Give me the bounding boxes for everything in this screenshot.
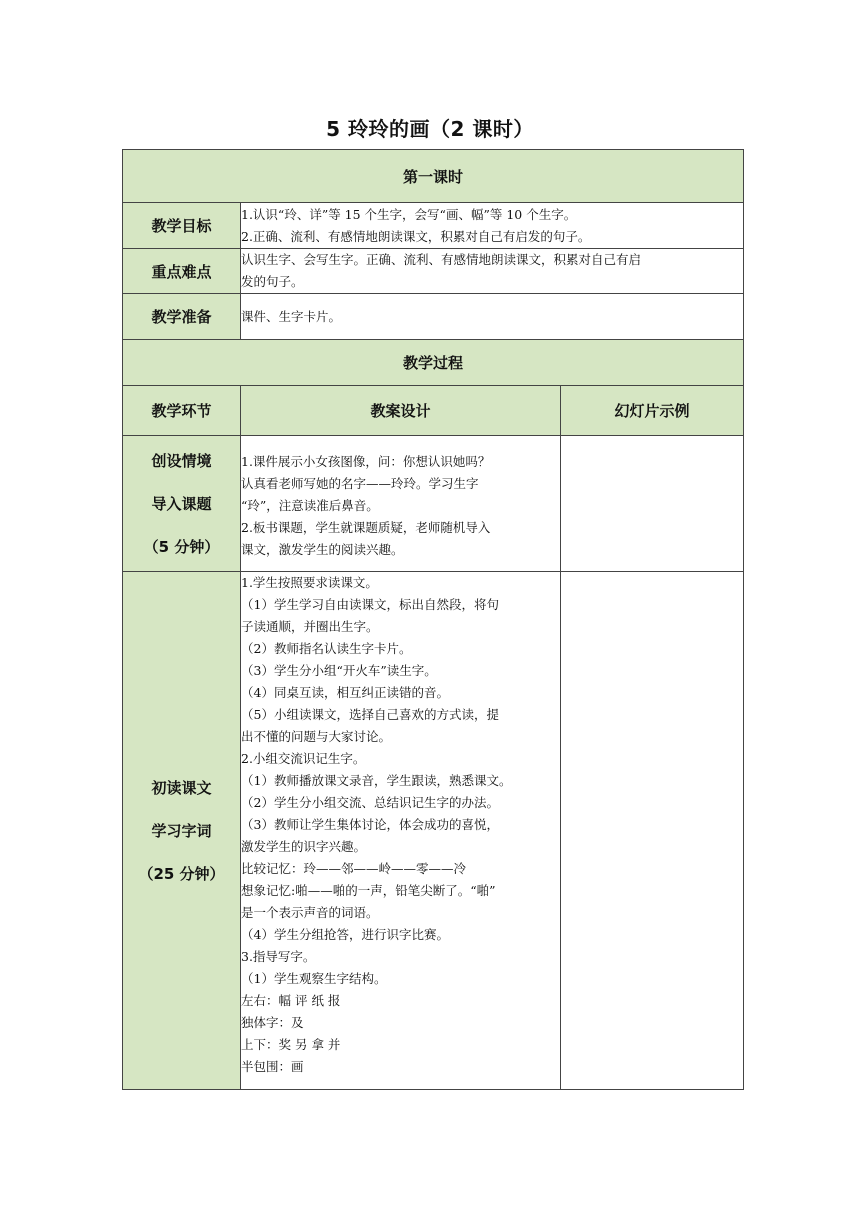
- key-point-line: 发的句子。: [241, 274, 304, 289]
- design-line: （2）教师指名认读生字卡片。: [241, 641, 412, 656]
- design-line: （1）学生学习自由读课文，标出自然段，将句: [241, 597, 499, 612]
- design-line: 子读通顺，并圈出生字。: [241, 619, 379, 634]
- lesson1-header-row: [123, 150, 744, 203]
- objective-line: 1.认识“玲、详”等 15 个生字，会写“画、幅”等 10 个生字。: [241, 207, 577, 222]
- design-line: 独体字：及: [241, 1015, 304, 1030]
- design-line: 上下：奖 另 拿 并: [241, 1037, 341, 1052]
- design-line: （1）学生观察生字结构。: [241, 971, 387, 986]
- design-line: “玲”，注意读准后鼻音。: [241, 497, 379, 513]
- design-line: （2）学生分小组交流、总结识记生字的办法。: [241, 795, 499, 810]
- stage-label-line: （25 分钟）: [138, 865, 225, 883]
- preparation-content: [241, 294, 744, 340]
- preparation-text: 课件、生字卡片。: [241, 308, 342, 324]
- document-title: 5 玲玲的画（2 课时）: [326, 117, 534, 141]
- design-line: 出不懂的问题与大家讨论。: [241, 729, 392, 744]
- stage-row: [123, 436, 744, 572]
- preparation-label: 教学准备: [123, 294, 241, 340]
- stage-label-cell: [123, 572, 241, 1090]
- key-points-content: [241, 249, 744, 294]
- lesson-plan-table: [122, 149, 744, 1090]
- stage-label-line: 导入课题: [151, 495, 212, 513]
- stage-slides-cell: [561, 572, 744, 1090]
- design-line: （3）学生分小组“开火车”读生字。: [241, 663, 437, 678]
- design-line: （3）教师让学生集体讨论，体会成功的喜悦，: [241, 817, 499, 832]
- key-points-row: [123, 249, 744, 294]
- objectives-row: [123, 203, 744, 249]
- column-header-row: [123, 386, 744, 436]
- design-line: 1.学生按照要求读课文。: [241, 575, 378, 590]
- design-line: 2.板书课题，学生就课题质疑，老师随机导入: [241, 519, 491, 535]
- process-header: 教学过程: [123, 340, 744, 386]
- design-line: 2.小组交流识记生字。: [241, 751, 366, 766]
- design-line: （4）学生分组抢答，进行识字比赛。: [241, 927, 449, 942]
- design-line: （5）小组读课文，选择自己喜欢的方式读，提: [241, 707, 499, 722]
- design-line: 认真看老师写她的名字——玲玲。学习生字: [241, 475, 479, 491]
- design-line: 3.指导写字。: [241, 949, 316, 964]
- design-line: 想象记忆:啪——啪的一声，铅笔尖断了。“啪”: [241, 883, 496, 898]
- stage-label-line: （5 分钟）: [143, 538, 220, 556]
- stage-label-line: 初读课文: [151, 779, 212, 797]
- design-line: 课文，激发学生的阅读兴趣。: [241, 541, 404, 557]
- design-line: 比较记忆：玲——邻——岭——零——冷: [241, 861, 467, 876]
- design-line: （1）教师播放课文录音，学生跟读，熟悉课文。: [241, 773, 512, 788]
- design-line: 是一个表示声音的词语。: [241, 905, 379, 920]
- process-header-row: [123, 340, 744, 386]
- key-point-line: 认识生字、会写生字。正确、流利、有感情地朗读课文，积累对自己有启: [241, 252, 642, 267]
- design-line: 激发学生的识字兴趣。: [241, 839, 367, 854]
- stage-label-cell: [123, 436, 241, 572]
- objectives-content: [241, 203, 744, 249]
- key-points-label: 重点难点: [123, 249, 241, 294]
- design-line: 左右：幅 评 纸 报: [241, 993, 341, 1008]
- column-header-stage: 教学环节: [123, 386, 241, 436]
- stage-design-cell: [241, 436, 561, 572]
- column-header-design: 教案设计: [241, 386, 561, 436]
- objectives-label: 教学目标: [123, 203, 241, 249]
- stage-row: [123, 572, 744, 1090]
- column-header-slides: 幻灯片示例: [561, 386, 744, 436]
- lesson1-header: 第一课时: [123, 150, 744, 203]
- design-line: 半包围：画: [241, 1059, 304, 1074]
- objective-line: 2.正确、流利、有感情地朗读课文，积累对自己有启发的句子。: [241, 229, 591, 244]
- design-line: 1.课件展示小女孩图像，问：你想认识她吗？: [241, 453, 491, 469]
- stage-label-line: 学习字词: [151, 822, 212, 840]
- preparation-row: [123, 294, 744, 340]
- stage-slides-cell: [561, 436, 744, 572]
- stage-label-line: 创设情境: [151, 452, 212, 470]
- design-line: （4）同桌互读，相互纠正读错的音。: [241, 685, 449, 700]
- stage-design-cell: [241, 572, 561, 1090]
